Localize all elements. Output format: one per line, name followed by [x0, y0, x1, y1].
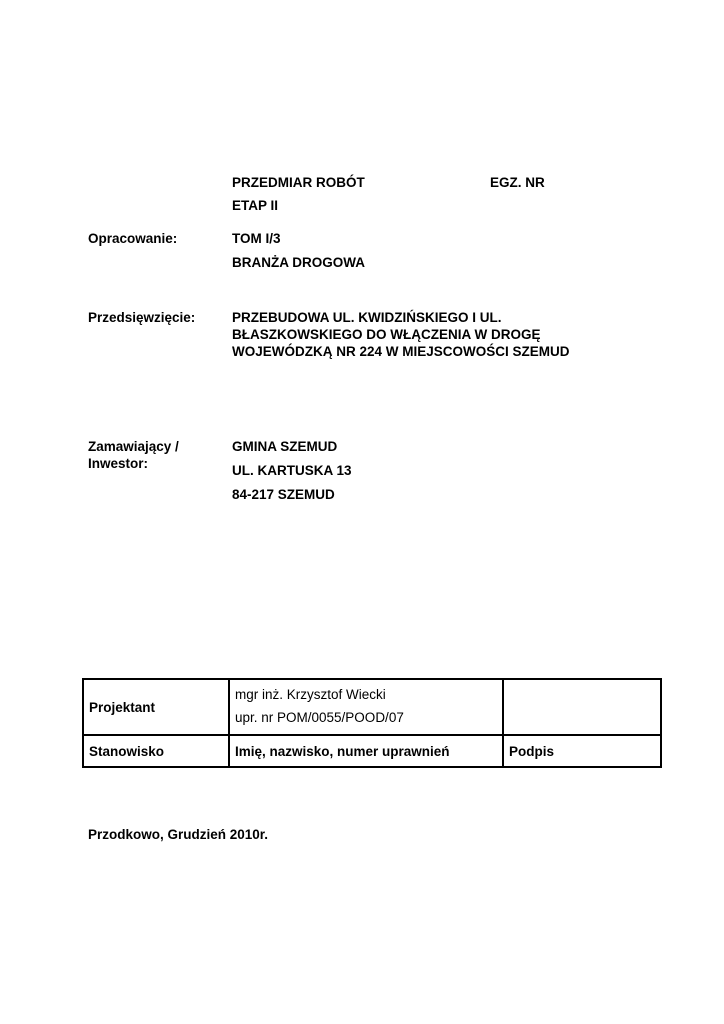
- header-name-license: Imię, nazwisko, numer uprawnień: [229, 735, 503, 767]
- prepared-label: Opracowanie:: [88, 231, 178, 246]
- role-cell: [83, 679, 229, 735]
- client-name: GMINA SZEMUD: [232, 439, 338, 454]
- volume-label: TOM I/3: [232, 231, 281, 246]
- role-value: Projektant: [89, 699, 156, 715]
- header-position: Stanowisko: [83, 735, 229, 767]
- header-signature: Podpis: [503, 735, 661, 767]
- client-label-line: Zamawiający /: [88, 439, 179, 454]
- project-line: BŁASZKOWSKIEGO DO WŁĄCZENIA W DROGĘ: [232, 327, 541, 342]
- project-label: Przedsięwzięcie:: [88, 310, 196, 325]
- branch-label: BRANŻA DROGOWA: [232, 255, 365, 270]
- license-number: upr. nr POM/0055/POOD/07: [235, 710, 404, 725]
- signature-table: [82, 678, 662, 768]
- client-postcode-city: 84-217 SZEMUD: [232, 487, 335, 502]
- person-cell: [229, 679, 503, 735]
- table-row: [83, 735, 661, 767]
- client-label: [88, 438, 179, 472]
- document-title: PRZEDMIAR ROBÓT: [232, 175, 365, 190]
- place-date: Przodkowo, Grudzień 2010r.: [88, 827, 269, 842]
- person-name: mgr inż. Krzysztof Wiecki: [235, 687, 386, 702]
- client-label-line: Inwestor:: [88, 456, 149, 471]
- copy-number-label: EGZ. NR: [490, 175, 545, 190]
- project-description: [232, 309, 570, 360]
- project-line: PRZEBUDOWA UL. KWIDZIŃSKIEGO I UL.: [232, 310, 502, 325]
- stage-label: ETAP II: [232, 198, 279, 213]
- client-street: UL. KARTUSKA 13: [232, 463, 352, 478]
- signature-cell: [503, 679, 661, 735]
- table-row: [83, 679, 661, 735]
- project-line: WOJEWÓDZKĄ NR 224 W MIEJSCOWOŚCI SZEMUD: [232, 344, 570, 359]
